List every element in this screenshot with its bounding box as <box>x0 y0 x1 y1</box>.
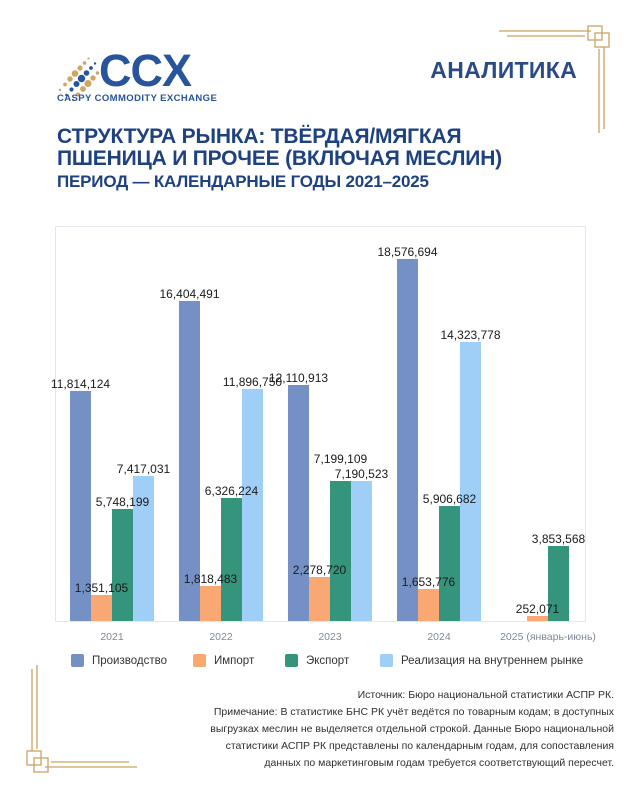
bar-value-label-import-1: 1,351,105 <box>74 580 129 595</box>
legend-label-production: Производство <box>92 654 167 667</box>
legend-label-domestic-sales: Реализация на внутреннем рынке <box>401 654 584 667</box>
bar-value-label-import-5: 252,071 <box>515 602 560 617</box>
bar-domestic-sales-4 <box>460 342 481 621</box>
bar-value-label-export-4: 5,906,682 <box>422 491 477 506</box>
bar-import-5 <box>527 616 548 621</box>
section-label: АНАЛИТИКА <box>430 57 577 83</box>
bar-value-label-production-4: 18,576,694 <box>377 244 438 259</box>
bar-import-1 <box>91 595 112 621</box>
page-subtitle: ПЕРИОД — КАЛЕНДАРНЫЕ ГОДЫ 2021–2025 <box>57 172 429 191</box>
title-block <box>57 126 502 192</box>
legend-marker-import <box>193 654 206 667</box>
bar-value-label-production-3: 12,110,913 <box>268 370 329 385</box>
bar-export-3 <box>330 481 351 621</box>
footer-note-line: данных по маркетинговым годам требуется соответствующий пересчет. <box>264 757 614 769</box>
footer-note-line: Примечание: В статистике БНС РК учёт ведётся по товарным кодам; в доступных <box>213 706 614 718</box>
bar-value-label-domestic-sales-1: 7,417,031 <box>116 462 171 477</box>
corner-ornament-bottom-left-icon <box>25 662 137 774</box>
bar-import-3 <box>309 577 330 621</box>
page-title-line1: СТРУКТУРА РЫНКА: ТВЁРДАЯ/МЯГКАЯ <box>57 125 462 148</box>
bar-value-label-import-2: 1,818,483 <box>183 571 238 586</box>
x-axis-label-3: 2023 <box>318 631 342 643</box>
page-title-line2: ПШЕНИЦА И ПРОЧЕЕ (ВКЛЮЧАЯ МЕСЛИН) <box>57 147 502 170</box>
x-axis-label-5: 2025 (январь-июнь) <box>500 631 596 643</box>
bar-value-label-production-2: 16,404,491 <box>159 286 220 301</box>
x-axis-label-2: 2022 <box>209 631 233 643</box>
legend-label-export: Экспорт <box>306 654 350 667</box>
footer-note <box>210 687 614 772</box>
bar-export-1 <box>112 509 133 621</box>
bar-export-2 <box>221 498 242 621</box>
legend-item-import <box>193 654 254 667</box>
bar-domestic-sales-2 <box>242 389 263 621</box>
footer-note-line: выгрузках меслин не выделяется отдельной строкой. Данные Бюро национальной <box>210 723 614 735</box>
x-axis-label-1: 2021 <box>100 631 124 643</box>
bar-export-4 <box>439 506 460 621</box>
bar-value-label-domestic-sales-2: 11,896,750 <box>222 374 283 389</box>
legend-marker-export <box>285 654 298 667</box>
footer-source-line: Источник: Бюро национальной статистики АСПР РК. <box>357 689 614 701</box>
brand-name: CCX <box>99 45 192 96</box>
bar-value-label-export-2: 6,326,224 <box>204 483 259 498</box>
bar-value-label-export-5: 3,853,568 <box>531 531 586 546</box>
legend-item-export <box>285 654 349 667</box>
bar-production-3 <box>288 385 309 621</box>
bar-production-4 <box>397 259 418 621</box>
bar-import-2 <box>200 586 221 621</box>
bar-value-label-domestic-sales-4: 14,323,778 <box>440 327 501 342</box>
legend-marker-production <box>71 654 84 667</box>
x-axis-label-4: 2024 <box>427 631 451 643</box>
bar-domestic-sales-3 <box>351 481 372 621</box>
bar-import-4 <box>418 589 439 621</box>
brand-tagline: CASPY COMMODITY EXCHANGE <box>57 93 218 104</box>
bar-value-label-import-3: 2,278,720 <box>292 562 347 577</box>
plot-area <box>50 226 596 643</box>
bar-value-label-export-1: 5,748,199 <box>95 494 150 509</box>
legend-item-domestic-sales <box>380 654 583 667</box>
bar-value-label-export-3: 7,199,109 <box>313 451 368 466</box>
footer-note-line: статистики АСПР РК представлены по календарным годам, для сопоставления <box>225 740 614 752</box>
bar-value-label-production-1: 11,814,124 <box>50 376 111 391</box>
legend-label-import: Импорт <box>214 654 255 667</box>
legend-marker-domestic-sales <box>380 654 393 667</box>
legend-item-production <box>71 654 167 667</box>
bar-value-label-import-4: 1,653,776 <box>401 574 456 589</box>
bar-value-label-domestic-sales-3: 7,190,523 <box>334 466 389 481</box>
